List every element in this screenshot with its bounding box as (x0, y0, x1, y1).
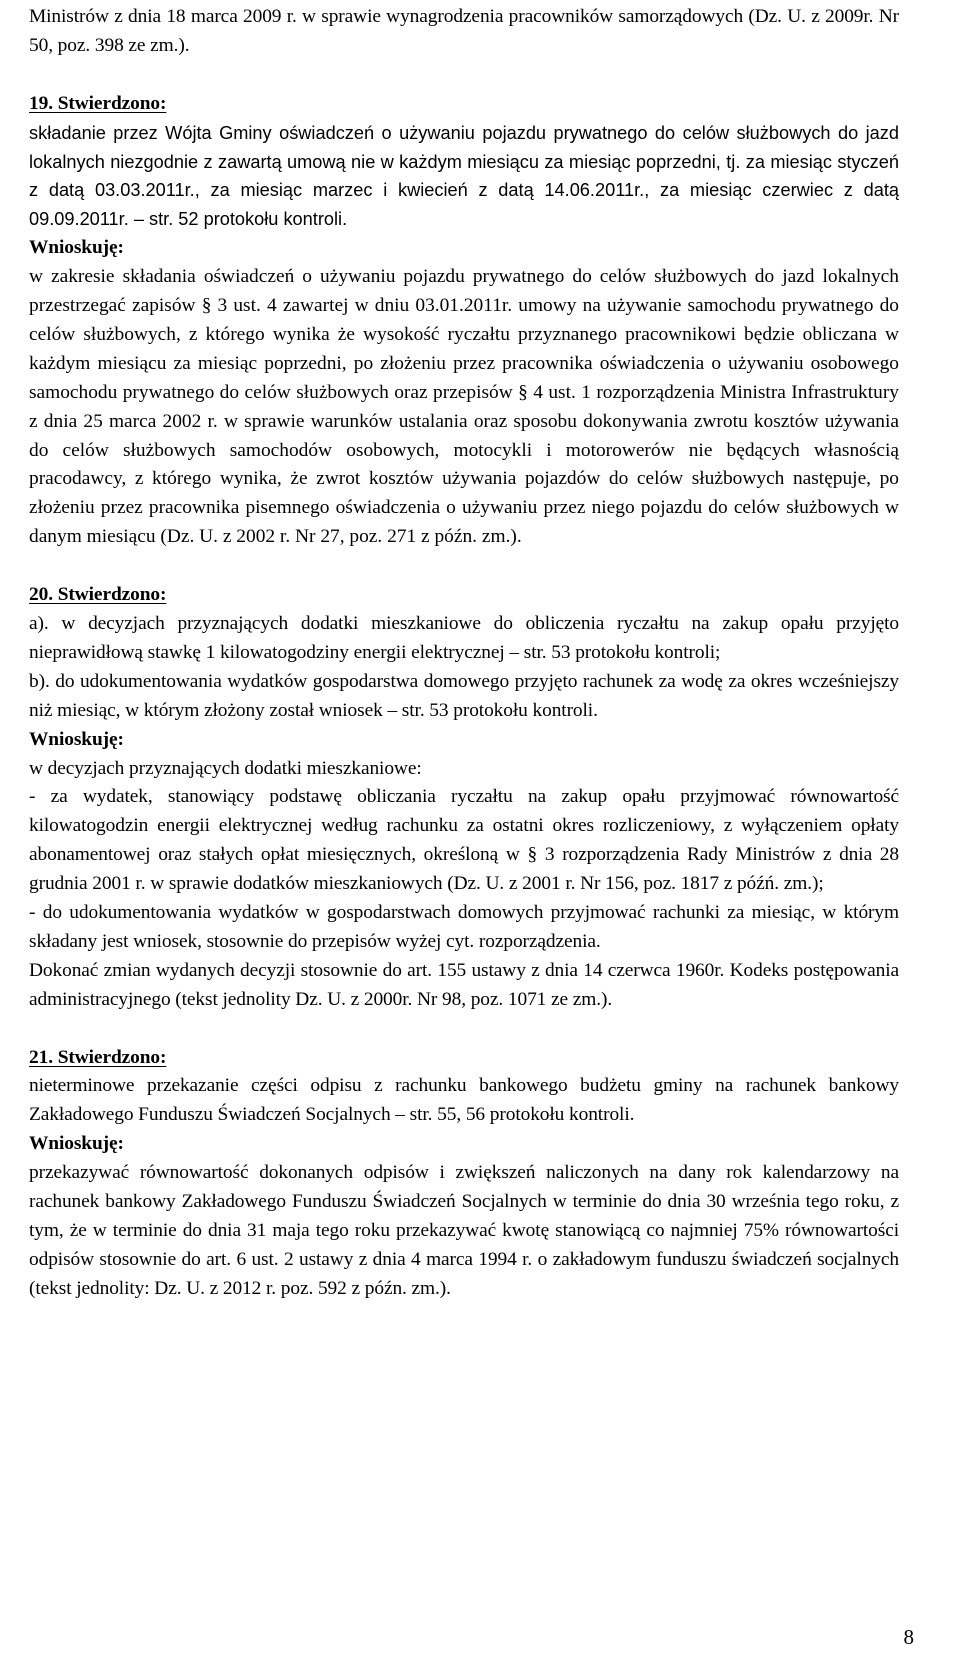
spacer (29, 552, 899, 581)
recommendation-paragraph: przekazywać równowartość dokonanych odpisów i zwiększeń naliczonych na dany rok kalendarzowy na rachunek bankowy Zakładowego Funduszu Świadczeń Socjalnych w terminie do dnia 30 września tego roku, z tym, że w terminie do dnia 31 maja tego roku przekazywać kwotę stanowiącą co najmniej 75% równowartości odpisów stosownie do art. 6 ust. 2 ustawy z dnia 4 marca 1994 r. o zakładowym funduszu świadczeń socjalnych (tekst jednolity: Dz. U. z 2012 r. poz. 592 z późn. zm.). (29, 1162, 899, 1299)
recommendation-item-2: - do udokumentowania wydatków w gospodarstwach domowych przyjmować rachunki za miesiąc, w którym składany jest wniosek, stosownie do przepisów wyżej cyt. rozporządzenia. (29, 902, 899, 952)
recommendation-item-1: - za wydatek, stanowiący podstawę obliczania ryczałtu na zakup opału przyjmować równowartość kilowatogodzin energii elektrycznej według rachunku za ostatni okres rozliczeniowy, z wyłączeniem opłaty abonamentowej oraz stałych opłat miesięcznych, określoną w § 3 rozporządzenia Rady Ministrów z dnia 28 grudnia 2001 r. w sprawie dodatków mieszkaniowych (Dz. U. z 2001 r. Nr 156, poz. 1817 z późń. zm.); (29, 786, 899, 895)
finding-paragraph-b: b). do udokumentowania wydatków gospodarstwa domowego przyjęto rachunek za wodę za okres wcześniejszy niż miesiąc, w którym złożony został wniosek – str. 53 protokołu kontroli. (29, 670, 899, 721)
section-title: Stwierdzono: (57, 584, 167, 606)
section-heading-19 (29, 90, 899, 119)
section-title: Stwierdzono: (57, 92, 167, 114)
section-heading-20 (29, 581, 899, 610)
finding-paragraph-a: a). w decyzjach przyznających dodatki mieszkaniowe do obliczenia ryczałtu na zakup opału przyjęto nieprawidłową stawkę 1 kilowatogodziny energii elektrycznej – str. 53 protokołu kontroli; (29, 613, 899, 663)
spacer (29, 61, 899, 90)
recommendation-label: Wnioskuję: (29, 1133, 124, 1155)
recommendation-paragraph: w zakresie składania oświadczeń o używaniu pojazdu prywatnego do celów służbowych do jazd lokalnych przestrzegać zapisów § 3 ust. 4 zawartej w dniu 03.01.2011r. umowy na używanie samochodu prywatnego do celów służbowych, z którego wynika że wysokość ryczałtu przyznanego pracownikowi będzie obliczana w każdym miesiącu za miesiąc poprzedni, po złożeniu przez pracownika oświadczenia o używaniu osobowego samochodu prywatnego do celów służbowych oraz przepisów § 4 ust. 1 rozporządzenia Ministra Infrastruktury z dnia 25 marca 2002 r. w sprawie warunków ustalania oraz sposobu dokonywania zwrotu kosztów używania do celów służbowych samochodów osobowych, motocykli i motorowerów nie będących własnością pracodawcy, z którego wynika, że zwrot kosztów używania pojazdów do celów służbowych następuje, po złożeniu przez pracownika pisemnego oświadczenia o używaniu przez niego pojazdu do celów służbowych w danym miesiącu (Dz. U. z 2002 r. Nr 27, poz. 271 z późn. zm.). (29, 266, 899, 548)
finding-paragraph: składanie przez Wójta Gminy oświadczeń o używaniu pojazdu prywatnego do celów służbowych do jazd lokalnych niezgodnie z zawartą umową nie w każdym miesiącu za miesiąc poprzedni, tj. za miesiąc styczeń z datą 03.03.2011r., za miesiąc marzec i kwiecień z datą 14.06.2011r., za miesiąc czerwiec z datą 09.09.2011r. – str. 52 protokołu kontroli. (29, 122, 899, 230)
section-number: 19. (29, 92, 53, 114)
intro-paragraph: Ministrów z dnia 18 marca 2009 r. w sprawie wynagrodzenia pracowników samorządowych (Dz. U. z 2009r. Nr 50, poz. 398 ze zm.). (29, 6, 899, 56)
page-number: 8 (903, 1625, 914, 1649)
section-heading-21 (29, 1044, 899, 1073)
section-number: 20. (29, 584, 53, 606)
recommendation-label: Wnioskuję: (29, 728, 124, 750)
recommendation-label: Wnioskuję: (29, 237, 124, 259)
recommendation-closing: Dokonać zmian wydanych decyzji stosownie do art. 155 ustawy z dnia 14 czerwca 1960r. Kodeks postępowania administracyjnego (tekst jednolity Dz. U. z 2000r. Nr 98, poz. 1071 ze zm.). (29, 959, 899, 1010)
recommendation-intro: w decyzjach przyznających dodatki mieszkaniowe: (29, 757, 422, 779)
spacer (29, 1015, 899, 1044)
section-number: 21. (29, 1046, 53, 1068)
section-title: Stwierdzono: (57, 1046, 167, 1068)
finding-paragraph: nieterminowe przekazanie części odpisu z rachunku bankowego budżetu gminy na rachunek bankowy Zakładowego Funduszu Świadczeń Socjalnych – str. 55, 56 protokołu kontroli. (29, 1075, 899, 1126)
document-body (29, 3, 899, 1304)
